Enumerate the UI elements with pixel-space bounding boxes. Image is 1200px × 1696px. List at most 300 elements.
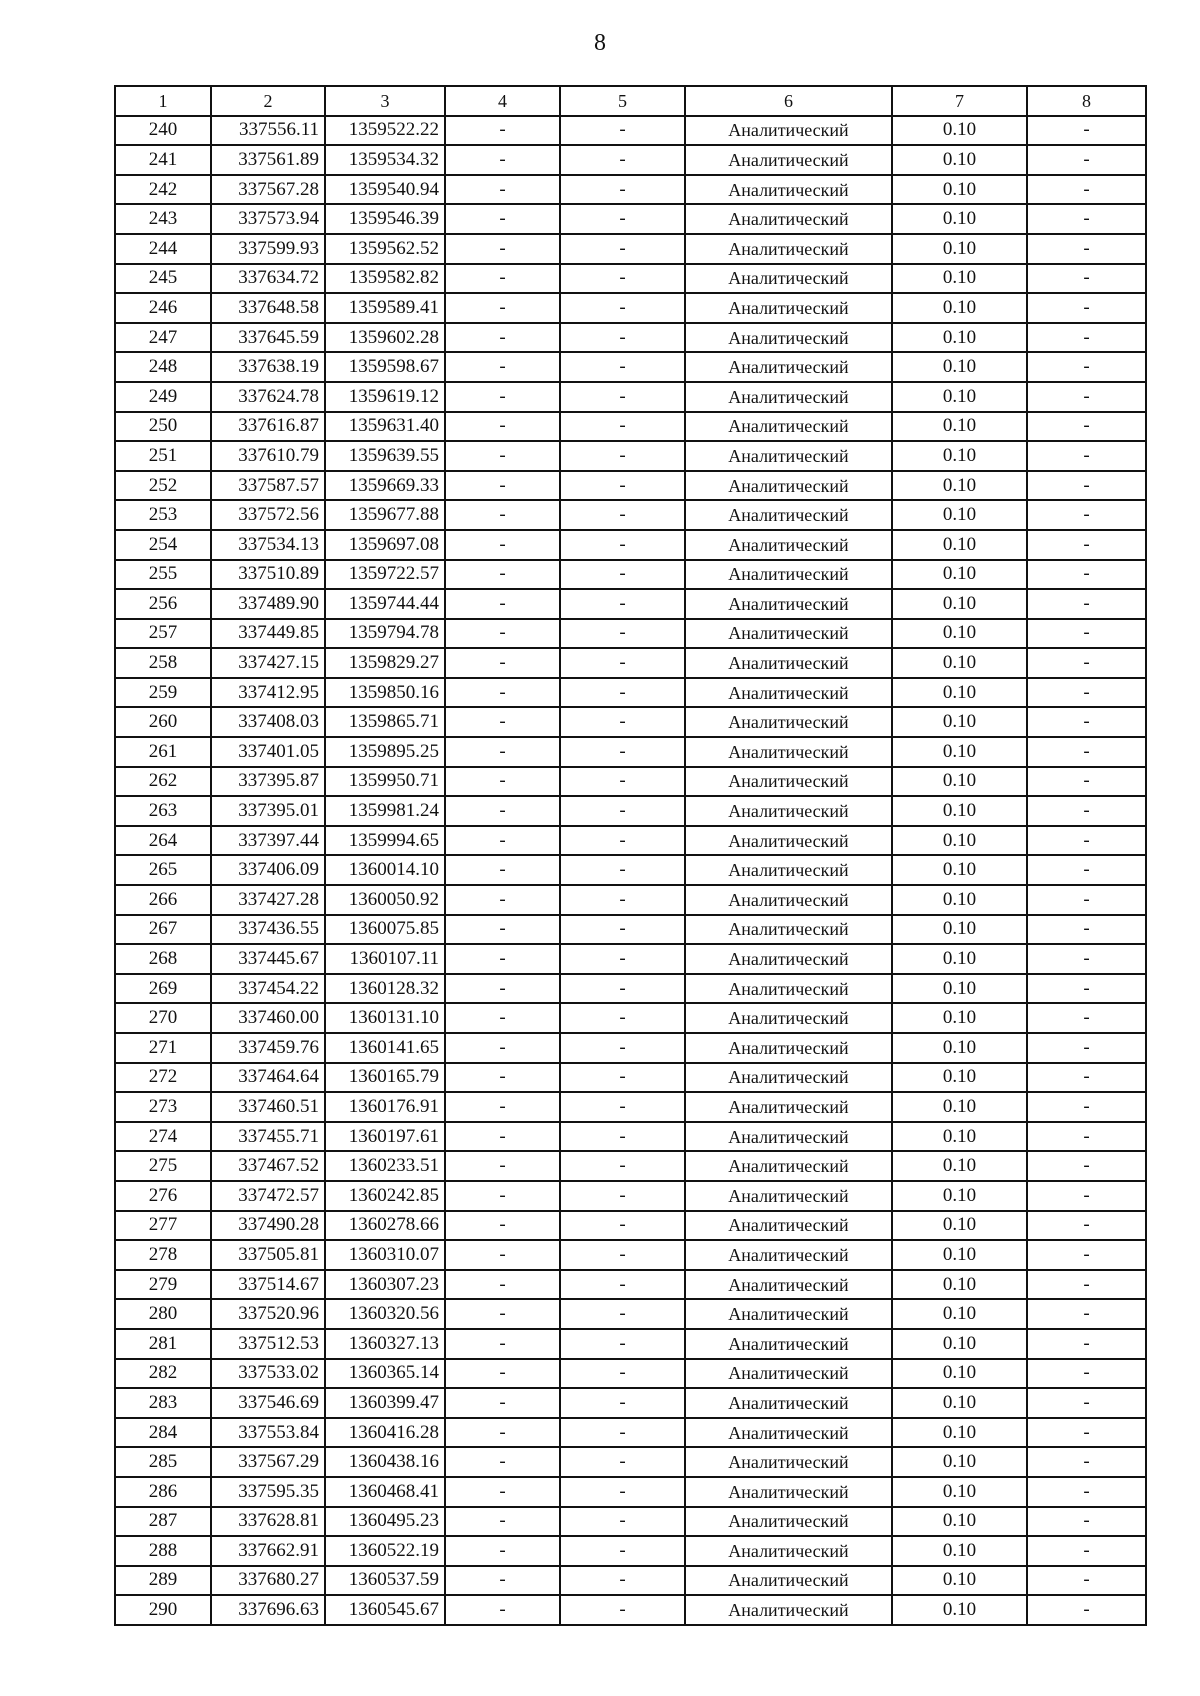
method-cell: Аналитический (685, 382, 892, 412)
column-4-cell: - (445, 767, 560, 797)
y-coordinate-cell: 1359697.08 (325, 530, 445, 560)
column-4-cell: - (445, 885, 560, 915)
column-8-cell: - (1027, 234, 1146, 264)
column-4-cell: - (445, 1211, 560, 1241)
method-cell: Аналитический (685, 1477, 892, 1507)
y-coordinate-cell: 1360165.79 (325, 1063, 445, 1093)
y-coordinate-cell: 1360327.13 (325, 1329, 445, 1359)
accuracy-cell: 0.10 (892, 1063, 1027, 1093)
column-4-cell: - (445, 648, 560, 678)
column-5-cell: - (560, 855, 685, 885)
point-number-cell: 254 (115, 530, 211, 560)
accuracy-cell: 0.10 (892, 204, 1027, 234)
y-coordinate-cell: 1359744.44 (325, 589, 445, 619)
column-5-cell: - (560, 1359, 685, 1389)
column-5-cell: - (560, 204, 685, 234)
column-5-cell: - (560, 175, 685, 205)
column-4-cell: - (445, 1003, 560, 1033)
y-coordinate-cell: 1359582.82 (325, 264, 445, 294)
accuracy-cell: 0.10 (892, 116, 1027, 146)
method-cell: Аналитический (685, 1388, 892, 1418)
column-8-cell: - (1027, 619, 1146, 649)
table-row (115, 737, 1146, 767)
table-row (115, 1063, 1146, 1093)
point-number-cell: 251 (115, 441, 211, 471)
x-coordinate-cell: 337460.00 (211, 1003, 325, 1033)
column-5-cell: - (560, 1477, 685, 1507)
accuracy-cell: 0.10 (892, 767, 1027, 797)
point-number-cell: 282 (115, 1359, 211, 1389)
column-8-cell: - (1027, 944, 1146, 974)
point-number-cell: 248 (115, 352, 211, 382)
column-4-cell: - (445, 1447, 560, 1477)
column-5-cell: - (560, 619, 685, 649)
column-5-cell: - (560, 1536, 685, 1566)
table-row (115, 1240, 1146, 1270)
y-coordinate-cell: 1360522.19 (325, 1536, 445, 1566)
method-cell: Аналитический (685, 175, 892, 205)
y-coordinate-cell: 1360416.28 (325, 1418, 445, 1448)
x-coordinate-cell: 337634.72 (211, 264, 325, 294)
x-coordinate-cell: 337489.90 (211, 589, 325, 619)
method-cell: Аналитический (685, 1299, 892, 1329)
method-cell: Аналитический (685, 1418, 892, 1448)
column-8-cell: - (1027, 116, 1146, 146)
column-8-cell: - (1027, 1211, 1146, 1241)
column-5-cell: - (560, 707, 685, 737)
column-8-cell: - (1027, 1388, 1146, 1418)
column-header: 5 (560, 86, 685, 116)
method-cell: Аналитический (685, 560, 892, 590)
point-number-cell: 274 (115, 1122, 211, 1152)
column-5-cell: - (560, 412, 685, 442)
y-coordinate-cell: 1359794.78 (325, 619, 445, 649)
y-coordinate-cell: 1360365.14 (325, 1359, 445, 1389)
point-number-cell: 278 (115, 1240, 211, 1270)
y-coordinate-cell: 1360537.59 (325, 1566, 445, 1596)
column-8-cell: - (1027, 1122, 1146, 1152)
point-number-cell: 244 (115, 234, 211, 264)
column-4-cell: - (445, 974, 560, 1004)
x-coordinate-cell: 337680.27 (211, 1566, 325, 1596)
column-4-cell: - (445, 737, 560, 767)
accuracy-cell: 0.10 (892, 1299, 1027, 1329)
point-number-cell: 270 (115, 1003, 211, 1033)
table-row (115, 707, 1146, 737)
table-row (115, 944, 1146, 974)
table-header-row (115, 86, 1146, 116)
table-row (115, 145, 1146, 175)
method-cell: Аналитический (685, 323, 892, 353)
method-cell: Аналитический (685, 234, 892, 264)
column-8-cell: - (1027, 1299, 1146, 1329)
column-5-cell: - (560, 1595, 685, 1625)
column-8-cell: - (1027, 1003, 1146, 1033)
x-coordinate-cell: 337595.35 (211, 1477, 325, 1507)
table-row (115, 1359, 1146, 1389)
point-number-cell: 261 (115, 737, 211, 767)
x-coordinate-cell: 337427.28 (211, 885, 325, 915)
accuracy-cell: 0.10 (892, 1122, 1027, 1152)
point-number-cell: 279 (115, 1270, 211, 1300)
y-coordinate-cell: 1359522.22 (325, 116, 445, 146)
method-cell: Аналитический (685, 678, 892, 708)
column-4-cell: - (445, 530, 560, 560)
column-8-cell: - (1027, 707, 1146, 737)
column-8-cell: - (1027, 1447, 1146, 1477)
accuracy-cell: 0.10 (892, 382, 1027, 412)
method-cell: Аналитический (685, 116, 892, 146)
accuracy-cell: 0.10 (892, 145, 1027, 175)
method-cell: Аналитический (685, 648, 892, 678)
point-number-cell: 257 (115, 619, 211, 649)
accuracy-cell: 0.10 (892, 1003, 1027, 1033)
column-5-cell: - (560, 1388, 685, 1418)
column-4-cell: - (445, 855, 560, 885)
table-row (115, 1595, 1146, 1625)
y-coordinate-cell: 1359639.55 (325, 441, 445, 471)
y-coordinate-cell: 1360014.10 (325, 855, 445, 885)
x-coordinate-cell: 337455.71 (211, 1122, 325, 1152)
column-5-cell: - (560, 234, 685, 264)
point-number-cell: 242 (115, 175, 211, 205)
table-row (115, 175, 1146, 205)
x-coordinate-cell: 337534.13 (211, 530, 325, 560)
column-4-cell: - (445, 678, 560, 708)
x-coordinate-cell: 337436.55 (211, 915, 325, 945)
table-row (115, 1092, 1146, 1122)
column-5-cell: - (560, 323, 685, 353)
column-4-cell: - (445, 944, 560, 974)
table-row (115, 441, 1146, 471)
column-5-cell: - (560, 767, 685, 797)
column-8-cell: - (1027, 1181, 1146, 1211)
column-5-cell: - (560, 264, 685, 294)
column-4-cell: - (445, 234, 560, 264)
x-coordinate-cell: 337408.03 (211, 707, 325, 737)
table-row (115, 1477, 1146, 1507)
table-row (115, 915, 1146, 945)
accuracy-cell: 0.10 (892, 471, 1027, 501)
method-cell: Аналитический (685, 1211, 892, 1241)
y-coordinate-cell: 1359850.16 (325, 678, 445, 708)
table-row (115, 796, 1146, 826)
column-4-cell: - (445, 1151, 560, 1181)
method-cell: Аналитический (685, 1270, 892, 1300)
accuracy-cell: 0.10 (892, 1418, 1027, 1448)
table-row (115, 1447, 1146, 1477)
accuracy-cell: 0.10 (892, 1536, 1027, 1566)
column-8-cell: - (1027, 1418, 1146, 1448)
method-cell: Аналитический (685, 1595, 892, 1625)
column-8-cell: - (1027, 471, 1146, 501)
y-coordinate-cell: 1359631.40 (325, 412, 445, 442)
column-4-cell: - (445, 264, 560, 294)
y-coordinate-cell: 1360233.51 (325, 1151, 445, 1181)
table-row (115, 885, 1146, 915)
method-cell: Аналитический (685, 530, 892, 560)
table-row (115, 589, 1146, 619)
table-row (115, 1003, 1146, 1033)
point-number-cell: 245 (115, 264, 211, 294)
column-4-cell: - (445, 1299, 560, 1329)
x-coordinate-cell: 337662.91 (211, 1536, 325, 1566)
column-4-cell: - (445, 1063, 560, 1093)
y-coordinate-cell: 1359669.33 (325, 471, 445, 501)
table-row (115, 648, 1146, 678)
accuracy-cell: 0.10 (892, 974, 1027, 1004)
point-number-cell: 253 (115, 500, 211, 530)
point-number-cell: 249 (115, 382, 211, 412)
method-cell: Аналитический (685, 619, 892, 649)
column-8-cell: - (1027, 1151, 1146, 1181)
method-cell: Аналитический (685, 796, 892, 826)
column-4-cell: - (445, 1388, 560, 1418)
method-cell: Аналитический (685, 264, 892, 294)
method-cell: Аналитический (685, 441, 892, 471)
column-5-cell: - (560, 1507, 685, 1537)
column-8-cell: - (1027, 678, 1146, 708)
column-5-cell: - (560, 1270, 685, 1300)
point-number-cell: 264 (115, 826, 211, 856)
point-number-cell: 246 (115, 293, 211, 323)
point-number-cell: 285 (115, 1447, 211, 1477)
y-coordinate-cell: 1360278.66 (325, 1211, 445, 1241)
y-coordinate-cell: 1360495.23 (325, 1507, 445, 1537)
column-5-cell: - (560, 530, 685, 560)
x-coordinate-cell: 337587.57 (211, 471, 325, 501)
method-cell: Аналитический (685, 1507, 892, 1537)
column-5-cell: - (560, 382, 685, 412)
y-coordinate-cell: 1360141.65 (325, 1033, 445, 1063)
coordinates-table (114, 85, 1147, 1626)
column-5-cell: - (560, 1299, 685, 1329)
method-cell: Аналитический (685, 1359, 892, 1389)
column-8-cell: - (1027, 885, 1146, 915)
x-coordinate-cell: 337395.87 (211, 767, 325, 797)
table-row (115, 1329, 1146, 1359)
column-4-cell: - (445, 589, 560, 619)
column-8-cell: - (1027, 175, 1146, 205)
x-coordinate-cell: 337638.19 (211, 352, 325, 382)
x-coordinate-cell: 337490.28 (211, 1211, 325, 1241)
column-8-cell: - (1027, 1092, 1146, 1122)
column-8-cell: - (1027, 1329, 1146, 1359)
point-number-cell: 281 (115, 1329, 211, 1359)
table-row (115, 678, 1146, 708)
column-8-cell: - (1027, 767, 1146, 797)
column-8-cell: - (1027, 1270, 1146, 1300)
method-cell: Аналитический (685, 1240, 892, 1270)
x-coordinate-cell: 337459.76 (211, 1033, 325, 1063)
method-cell: Аналитический (685, 1063, 892, 1093)
column-5-cell: - (560, 796, 685, 826)
method-cell: Аналитический (685, 1566, 892, 1596)
accuracy-cell: 0.10 (892, 1211, 1027, 1241)
column-4-cell: - (445, 293, 560, 323)
column-header: 4 (445, 86, 560, 116)
accuracy-cell: 0.10 (892, 855, 1027, 885)
x-coordinate-cell: 337397.44 (211, 826, 325, 856)
accuracy-cell: 0.10 (892, 1240, 1027, 1270)
accuracy-cell: 0.10 (892, 796, 1027, 826)
accuracy-cell: 0.10 (892, 915, 1027, 945)
column-8-cell: - (1027, 1595, 1146, 1625)
column-5-cell: - (560, 885, 685, 915)
method-cell: Аналитический (685, 767, 892, 797)
accuracy-cell: 0.10 (892, 264, 1027, 294)
column-8-cell: - (1027, 145, 1146, 175)
column-5-cell: - (560, 116, 685, 146)
point-number-cell: 277 (115, 1211, 211, 1241)
x-coordinate-cell: 337533.02 (211, 1359, 325, 1389)
column-header: 8 (1027, 86, 1146, 116)
table-row (115, 1536, 1146, 1566)
method-cell: Аналитический (685, 1151, 892, 1181)
table-row (115, 855, 1146, 885)
y-coordinate-cell: 1360242.85 (325, 1181, 445, 1211)
y-coordinate-cell: 1359981.24 (325, 796, 445, 826)
column-4-cell: - (445, 352, 560, 382)
table-row (115, 234, 1146, 264)
point-number-cell: 266 (115, 885, 211, 915)
table-row (115, 1566, 1146, 1596)
column-5-cell: - (560, 915, 685, 945)
column-8-cell: - (1027, 441, 1146, 471)
column-4-cell: - (445, 1359, 560, 1389)
column-8-cell: - (1027, 1033, 1146, 1063)
point-number-cell: 240 (115, 116, 211, 146)
table-row (115, 1507, 1146, 1537)
method-cell: Аналитический (685, 471, 892, 501)
x-coordinate-cell: 337510.89 (211, 560, 325, 590)
column-4-cell: - (445, 441, 560, 471)
method-cell: Аналитический (685, 826, 892, 856)
accuracy-cell: 0.10 (892, 619, 1027, 649)
column-5-cell: - (560, 1122, 685, 1152)
y-coordinate-cell: 1360107.11 (325, 944, 445, 974)
column-4-cell: - (445, 1181, 560, 1211)
table-row (115, 382, 1146, 412)
method-cell: Аналитический (685, 707, 892, 737)
column-4-cell: - (445, 204, 560, 234)
column-5-cell: - (560, 678, 685, 708)
column-8-cell: - (1027, 204, 1146, 234)
column-4-cell: - (445, 471, 560, 501)
column-header: 2 (211, 86, 325, 116)
table-row (115, 1418, 1146, 1448)
column-8-cell: - (1027, 648, 1146, 678)
point-number-cell: 265 (115, 855, 211, 885)
x-coordinate-cell: 337401.05 (211, 737, 325, 767)
column-5-cell: - (560, 145, 685, 175)
column-8-cell: - (1027, 589, 1146, 619)
column-4-cell: - (445, 915, 560, 945)
column-header: 6 (685, 86, 892, 116)
column-8-cell: - (1027, 855, 1146, 885)
x-coordinate-cell: 337616.87 (211, 412, 325, 442)
x-coordinate-cell: 337449.85 (211, 619, 325, 649)
column-5-cell: - (560, 500, 685, 530)
accuracy-cell: 0.10 (892, 737, 1027, 767)
method-cell: Аналитический (685, 737, 892, 767)
accuracy-cell: 0.10 (892, 1181, 1027, 1211)
column-8-cell: - (1027, 560, 1146, 590)
column-8-cell: - (1027, 1240, 1146, 1270)
column-8-cell: - (1027, 352, 1146, 382)
column-4-cell: - (445, 1477, 560, 1507)
method-cell: Аналитический (685, 145, 892, 175)
x-coordinate-cell: 337573.94 (211, 204, 325, 234)
y-coordinate-cell: 1359950.71 (325, 767, 445, 797)
point-number-cell: 272 (115, 1063, 211, 1093)
y-coordinate-cell: 1360399.47 (325, 1388, 445, 1418)
table-row (115, 826, 1146, 856)
column-8-cell: - (1027, 1566, 1146, 1596)
accuracy-cell: 0.10 (892, 707, 1027, 737)
point-number-cell: 260 (115, 707, 211, 737)
column-4-cell: - (445, 707, 560, 737)
x-coordinate-cell: 337460.51 (211, 1092, 325, 1122)
x-coordinate-cell: 337406.09 (211, 855, 325, 885)
y-coordinate-cell: 1360545.67 (325, 1595, 445, 1625)
table-row (115, 1299, 1146, 1329)
column-4-cell: - (445, 382, 560, 412)
accuracy-cell: 0.10 (892, 412, 1027, 442)
accuracy-cell: 0.10 (892, 648, 1027, 678)
point-number-cell: 273 (115, 1092, 211, 1122)
column-5-cell: - (560, 1181, 685, 1211)
column-4-cell: - (445, 1536, 560, 1566)
table-row (115, 619, 1146, 649)
accuracy-cell: 0.10 (892, 885, 1027, 915)
column-8-cell: - (1027, 1477, 1146, 1507)
column-8-cell: - (1027, 382, 1146, 412)
column-4-cell: - (445, 116, 560, 146)
point-number-cell: 259 (115, 678, 211, 708)
point-number-cell: 290 (115, 1595, 211, 1625)
page-number: 8 (594, 30, 606, 56)
method-cell: Аналитический (685, 352, 892, 382)
x-coordinate-cell: 337599.93 (211, 234, 325, 264)
x-coordinate-cell: 337395.01 (211, 796, 325, 826)
x-coordinate-cell: 337561.89 (211, 145, 325, 175)
point-number-cell: 241 (115, 145, 211, 175)
table-row (115, 1122, 1146, 1152)
accuracy-cell: 0.10 (892, 826, 1027, 856)
column-4-cell: - (445, 826, 560, 856)
y-coordinate-cell: 1360197.61 (325, 1122, 445, 1152)
table-row (115, 1033, 1146, 1063)
column-4-cell: - (445, 500, 560, 530)
point-number-cell: 286 (115, 1477, 211, 1507)
point-number-cell: 255 (115, 560, 211, 590)
y-coordinate-cell: 1359722.57 (325, 560, 445, 590)
column-8-cell: - (1027, 264, 1146, 294)
x-coordinate-cell: 337624.78 (211, 382, 325, 412)
column-5-cell: - (560, 589, 685, 619)
table-row (115, 1388, 1146, 1418)
column-4-cell: - (445, 796, 560, 826)
x-coordinate-cell: 337556.11 (211, 116, 325, 146)
column-5-cell: - (560, 1033, 685, 1063)
method-cell: Аналитический (685, 412, 892, 442)
table-row (115, 1181, 1146, 1211)
accuracy-cell: 0.10 (892, 1507, 1027, 1537)
method-cell: Аналитический (685, 589, 892, 619)
point-number-cell: 262 (115, 767, 211, 797)
accuracy-cell: 0.10 (892, 352, 1027, 382)
